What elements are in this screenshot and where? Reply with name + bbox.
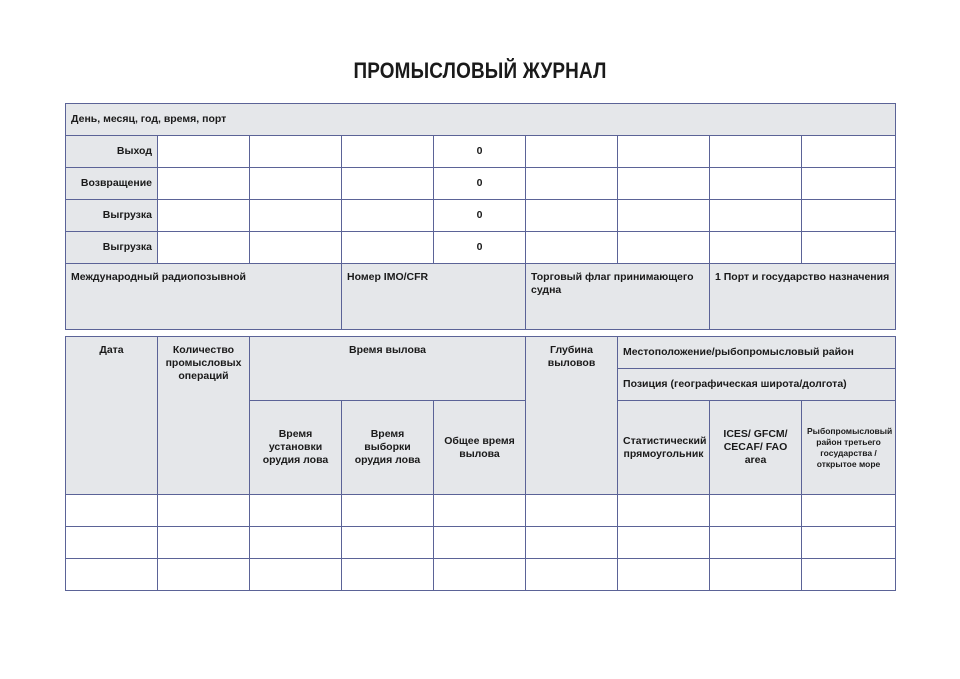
entry-cell[interactable] xyxy=(250,495,342,527)
entry-cell[interactable] xyxy=(618,559,710,591)
entry-cell[interactable] xyxy=(342,232,434,264)
entry-cell[interactable] xyxy=(526,495,618,527)
entry-cell[interactable] xyxy=(250,232,342,264)
col-header-date: Дата xyxy=(66,337,158,495)
entry-cell[interactable] xyxy=(434,495,526,527)
entry-cell[interactable] xyxy=(710,495,802,527)
entry-cell[interactable] xyxy=(618,527,710,559)
row-label-departure: Выход xyxy=(66,136,158,168)
table-row xyxy=(66,168,896,200)
row-label-unloading-2: Выгрузка xyxy=(66,232,158,264)
entry-cell[interactable] xyxy=(250,559,342,591)
entry-cell[interactable] xyxy=(158,200,250,232)
entry-cell[interactable] xyxy=(802,527,896,559)
imo-cfr-number-cell[interactable]: Номер IMO/CFR xyxy=(342,264,526,330)
receiving-vessel-flag-cell[interactable]: Торговый флаг принимающего судна xyxy=(526,264,710,330)
unloading-value[interactable]: 0 xyxy=(434,200,526,232)
entry-cell[interactable] xyxy=(250,168,342,200)
entry-cell[interactable] xyxy=(250,136,342,168)
page-title: ПРОМЫСЛОВЫЙ ЖУРНАЛ xyxy=(353,58,607,83)
entry-cell[interactable] xyxy=(802,200,896,232)
entry-cell[interactable] xyxy=(526,232,618,264)
entry-cell[interactable] xyxy=(710,200,802,232)
entry-cell[interactable] xyxy=(618,168,710,200)
col-header-depth: Глубина выловов xyxy=(526,337,618,495)
entry-cell[interactable] xyxy=(158,136,250,168)
entry-cell[interactable] xyxy=(802,136,896,168)
entry-cell[interactable] xyxy=(250,527,342,559)
entry-cell[interactable] xyxy=(158,559,250,591)
departure-value[interactable]: 0 xyxy=(434,136,526,168)
row-label-return: Возвращение xyxy=(66,168,158,200)
sub-header-stat-rectangle: Статистический прямоугольник xyxy=(618,401,710,495)
radio-call-sign-cell[interactable]: Международный радиопозывной xyxy=(66,264,342,330)
entry-cell[interactable] xyxy=(66,495,158,527)
entry-cell[interactable] xyxy=(158,527,250,559)
sub-header-third-country-area: Рыбопромысловый район третьего государства / открытое море xyxy=(802,401,896,495)
entry-cell[interactable] xyxy=(618,495,710,527)
entry-cell[interactable] xyxy=(250,200,342,232)
entry-cell[interactable] xyxy=(342,495,434,527)
entry-cell[interactable] xyxy=(802,232,896,264)
entry-cell[interactable] xyxy=(526,136,618,168)
col-header-location: Местоположение/рыбопромысловый район xyxy=(618,337,896,369)
entry-cell[interactable] xyxy=(342,527,434,559)
entry-cell[interactable] xyxy=(710,232,802,264)
entry-cell[interactable] xyxy=(342,136,434,168)
table-row xyxy=(66,527,896,559)
entry-cell[interactable] xyxy=(526,527,618,559)
entry-cell[interactable] xyxy=(710,559,802,591)
entry-cell[interactable] xyxy=(66,527,158,559)
entry-cell[interactable] xyxy=(710,168,802,200)
catch-log-table xyxy=(65,336,896,591)
col-header-catch-time: Время вылова xyxy=(250,337,526,401)
entry-cell[interactable] xyxy=(342,559,434,591)
sub-header-setting-time: Время установки орудия лова xyxy=(250,401,342,495)
unloading-2-value[interactable]: 0 xyxy=(434,232,526,264)
table-row xyxy=(66,232,896,264)
entry-cell[interactable] xyxy=(158,168,250,200)
entry-cell[interactable] xyxy=(618,200,710,232)
entry-cell[interactable] xyxy=(802,559,896,591)
table-row xyxy=(66,200,896,232)
destination-port-cell[interactable]: 1 Порт и государство назначения xyxy=(710,264,896,330)
entry-cell[interactable] xyxy=(710,136,802,168)
entry-cell[interactable] xyxy=(434,527,526,559)
trip-info-table xyxy=(65,103,896,330)
entry-cell[interactable] xyxy=(342,200,434,232)
entry-cell[interactable] xyxy=(434,559,526,591)
col-header-position: Позиция (географическая широта/долгота) xyxy=(618,369,896,401)
row-label-unloading: Выгрузка xyxy=(66,200,158,232)
date-time-port-header: День, месяц, год, время, порт xyxy=(66,104,896,136)
entry-cell[interactable] xyxy=(66,559,158,591)
col-header-operations: Количество промысловых операций xyxy=(158,337,250,495)
table-row xyxy=(66,136,896,168)
sub-header-hauling-time: Время выборки орудия лова xyxy=(342,401,434,495)
entry-cell[interactable] xyxy=(802,168,896,200)
entry-cell[interactable] xyxy=(618,136,710,168)
entry-cell[interactable] xyxy=(526,168,618,200)
table-row xyxy=(66,559,896,591)
table-row xyxy=(66,495,896,527)
sub-header-ices-area: ICES/ GFCM/ CECAF/ FAO area xyxy=(710,401,802,495)
entry-cell[interactable] xyxy=(526,559,618,591)
entry-cell[interactable] xyxy=(618,232,710,264)
entry-cell[interactable] xyxy=(710,527,802,559)
entry-cell[interactable] xyxy=(802,495,896,527)
sub-header-total-time: Общее время вылова xyxy=(434,401,526,495)
entry-cell[interactable] xyxy=(158,232,250,264)
entry-cell[interactable] xyxy=(342,168,434,200)
return-value[interactable]: 0 xyxy=(434,168,526,200)
entry-cell[interactable] xyxy=(526,200,618,232)
entry-cell[interactable] xyxy=(158,495,250,527)
